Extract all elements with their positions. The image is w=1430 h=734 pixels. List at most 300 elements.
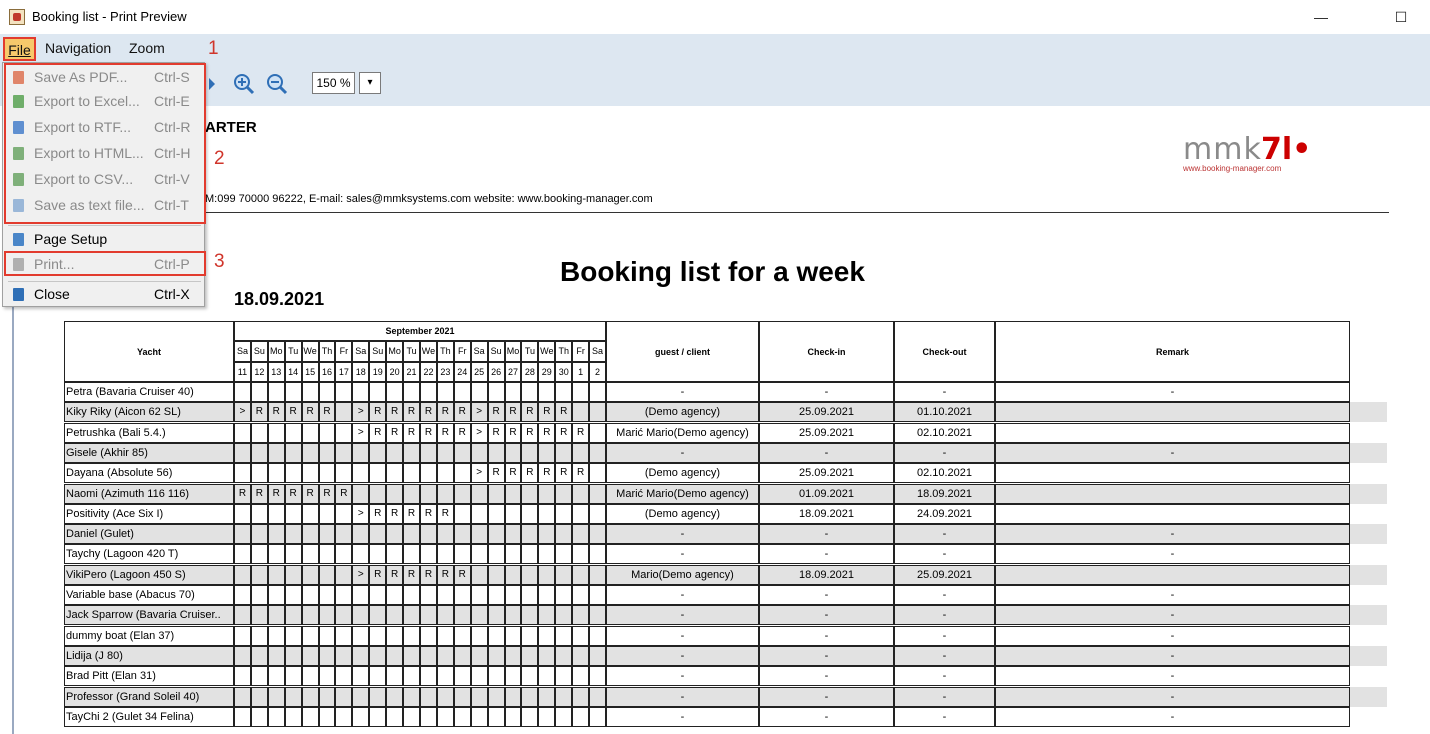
row-extension [1350,687,1387,707]
day-number-header: 11 [234,362,251,382]
day-cell [505,626,522,646]
day-cell [285,605,302,625]
checkout-cell: - [894,646,995,666]
day-number-header: 28 [521,362,538,382]
menu-item-shortcut: Ctrl-E [154,93,190,109]
day-cell: R [403,423,420,443]
day-cell [521,707,538,727]
row-extension [1350,626,1387,646]
day-cell [268,423,285,443]
day-cell [555,443,572,463]
day-cell: R [369,423,386,443]
day-cell [403,463,420,483]
day-cell [285,565,302,585]
day-cell [437,484,454,504]
day-cell [471,382,488,402]
day-cell [335,463,352,483]
table-row [64,687,1387,707]
day-cell [555,666,572,686]
menu-item-label: Export to RTF... [34,119,131,135]
day-cell [285,585,302,605]
row-extension [1350,484,1387,504]
day-cell [319,707,336,727]
yacht-header: Yacht [64,321,234,382]
day-cell: R [319,484,336,504]
checkin-cell: - [759,585,894,605]
day-cell [589,646,606,666]
day-cell: R [488,402,505,422]
day-cell [488,626,505,646]
day-cell [268,544,285,564]
day-cell [572,504,589,524]
checkout-cell: 25.09.2021 [894,565,995,585]
day-cell [572,707,589,727]
day-cell [285,524,302,544]
title-bar [0,0,1430,34]
day-cell [454,524,471,544]
day-cell [454,666,471,686]
day-cell: R [488,463,505,483]
zoom-menu[interactable]: Zoom [129,40,165,56]
day-cell [538,504,555,524]
day-cell [420,524,437,544]
day-cell [420,544,437,564]
day-cell [589,626,606,646]
day-cell [420,382,437,402]
guest-cell: Marić Mario(Demo agency) [606,484,759,504]
weekday-header: Sa [352,341,369,362]
day-cell [488,443,505,463]
day-cell [589,707,606,727]
day-cell [488,687,505,707]
day-cell: R [403,402,420,422]
checkin-cell: - [759,443,894,463]
day-cell [335,544,352,564]
day-cell [302,626,319,646]
day-cell [403,605,420,625]
day-cell [251,423,268,443]
file-menu-item[interactable] [4,227,203,252]
day-number-header: 20 [386,362,403,382]
day-cell [471,443,488,463]
day-cell [302,524,319,544]
day-cell [369,484,386,504]
weekday-header: We [302,341,319,362]
zoom-in-icon[interactable] [232,72,256,96]
day-cell [488,707,505,727]
row-extension [1350,605,1387,625]
day-cell [268,605,285,625]
menu-item-label: Page Setup [34,231,108,247]
day-number-header: 18 [352,362,369,382]
weekday-header: Su [251,341,268,362]
day-number-header: 12 [251,362,268,382]
weekday-header: Sa [589,341,606,362]
row-extension [1350,646,1387,666]
day-cell: R [302,402,319,422]
day-cell [335,585,352,605]
day-cell [234,585,251,605]
day-cell: R [454,423,471,443]
day-cell [538,484,555,504]
table-row [64,484,1387,504]
menu-item-shortcut: Ctrl-X [154,286,190,302]
day-cell [319,423,336,443]
day-cell [505,484,522,504]
checkout-cell: 02.10.2021 [894,463,995,483]
day-cell [285,666,302,686]
day-cell [285,544,302,564]
day-cell [437,707,454,727]
day-cell: R [572,463,589,483]
day-cell [251,646,268,666]
day-cell [302,544,319,564]
day-cell [403,585,420,605]
day-cell [302,666,319,686]
day-cell [335,626,352,646]
row-extension [1350,504,1387,524]
guest-cell: - [606,605,759,625]
day-cell: > [352,402,369,422]
day-cell [251,463,268,483]
day-cell: R [538,402,555,422]
remark-cell: - [995,585,1350,605]
yacht-cell: VikiPero (Lagoon 450 S) [64,565,234,585]
day-cell [369,382,386,402]
day-cell [403,626,420,646]
day-cell [302,585,319,605]
day-cell: R [386,402,403,422]
day-cell: R [386,423,403,443]
day-cell [319,443,336,463]
day-cell [319,504,336,524]
day-cell [572,605,589,625]
checkin-cell: 25.09.2021 [759,463,894,483]
day-cell [386,605,403,625]
day-cell [369,707,386,727]
menu-item-shortcut: Ctrl-S [154,69,190,85]
day-cell [555,544,572,564]
day-cell [555,605,572,625]
day-cell [302,687,319,707]
day-cell [420,443,437,463]
table-row [64,524,1387,544]
day-number-header: 2 [589,362,606,382]
day-cell [538,687,555,707]
day-cell [589,484,606,504]
day-cell [352,626,369,646]
yacht-cell: Lidija (J 80) [64,646,234,666]
day-cell [488,382,505,402]
remark-cell: - [995,443,1350,463]
day-cell [319,646,336,666]
checkin-cell: 01.09.2021 [759,484,894,504]
day-cell: > [352,565,369,585]
day-cell [268,687,285,707]
checkin-cell: 18.09.2021 [759,565,894,585]
day-cell [369,666,386,686]
day-cell [319,544,336,564]
day-cell: R [420,423,437,443]
day-cell: R [454,402,471,422]
checkout-cell: - [894,626,995,646]
remark-cell [995,484,1350,504]
table-row [64,423,1387,443]
page-setup-icon [13,233,24,246]
remark-cell: - [995,687,1350,707]
checkout-cell: - [894,443,995,463]
day-cell [505,707,522,727]
logo-tagline: www.booking-manager.com [1183,164,1282,173]
yacht-cell: Kiky Riky (Aicon 62 SL) [64,402,234,422]
guest-cell: Marić Mario(Demo agency) [606,423,759,443]
checkout-cell: 02.10.2021 [894,423,995,443]
checkout-cell: - [894,524,995,544]
day-cell: R [420,504,437,524]
day-cell [285,707,302,727]
day-cell: R [335,484,352,504]
day-cell [420,626,437,646]
table-row [64,382,1387,402]
checkin-cell: 25.09.2021 [759,402,894,422]
day-cell [251,565,268,585]
day-cell [589,666,606,686]
day-cell [352,544,369,564]
day-cell [437,626,454,646]
day-cell [505,605,522,625]
day-cell [335,382,352,402]
day-cell [589,443,606,463]
file-menu-item[interactable] [4,282,203,307]
day-number-header: 15 [302,362,319,382]
day-cell [335,646,352,666]
day-cell [437,382,454,402]
table-row [64,402,1387,422]
day-cell [403,707,420,727]
day-cell [538,524,555,544]
day-cell: R [369,504,386,524]
day-cell [319,565,336,585]
day-cell [555,524,572,544]
day-cell [268,443,285,463]
remark-cell [995,565,1350,585]
row-extension [1350,666,1387,686]
weekday-header: Th [437,341,454,362]
day-cell [572,565,589,585]
day-cell [352,484,369,504]
day-cell [572,646,589,666]
menu-item-label: Save as text file... [34,197,145,213]
day-cell [251,524,268,544]
day-cell: R [521,402,538,422]
day-cell [437,443,454,463]
day-cell [251,443,268,463]
yacht-cell: Dayana (Absolute 56) [64,463,234,483]
zoom-dropdown-arrow[interactable]: ▾ [359,72,381,94]
day-cell [589,565,606,585]
day-cell [471,687,488,707]
remark-header: Remark [995,321,1350,382]
minimize-button[interactable]: — [1314,9,1328,25]
day-cell [538,605,555,625]
day-cell [505,544,522,564]
next-page-icon[interactable] [203,72,227,96]
day-cell [302,423,319,443]
day-cell [369,687,386,707]
day-cell: R [437,565,454,585]
day-cell [251,382,268,402]
day-cell [386,524,403,544]
checkout-cell: - [894,605,995,625]
day-cell [538,565,555,585]
guest-cell: - [606,687,759,707]
day-cell [420,463,437,483]
day-cell [251,504,268,524]
day-cell [234,687,251,707]
checkout-cell: 24.09.2021 [894,504,995,524]
day-cell: R [538,423,555,443]
day-cell [555,504,572,524]
window-title: Booking list - Print Preview [32,9,187,24]
day-number-header: 13 [268,362,285,382]
day-cell [302,443,319,463]
day-cell: R [505,463,522,483]
day-cell [454,707,471,727]
day-cell [268,504,285,524]
day-number-header: 25 [471,362,488,382]
day-cell [335,524,352,544]
day-cell [302,504,319,524]
day-cell [454,687,471,707]
day-cell [454,463,471,483]
remark-cell: - [995,544,1350,564]
day-cell [555,707,572,727]
day-cell [437,605,454,625]
day-cell [234,544,251,564]
day-cell [386,463,403,483]
day-cell [335,504,352,524]
zoom-out-icon[interactable] [265,72,289,96]
day-cell [268,585,285,605]
day-cell [268,707,285,727]
day-cell [335,423,352,443]
day-cell [555,646,572,666]
day-cell [538,646,555,666]
weekday-header: Fr [572,341,589,362]
day-cell: R [420,565,437,585]
row-extension [1350,707,1387,727]
guest-cell: - [606,544,759,564]
day-cell [302,382,319,402]
day-cell [386,484,403,504]
file-menu[interactable]: File [3,37,36,61]
day-cell [572,585,589,605]
day-cell [454,484,471,504]
remark-cell: - [995,524,1350,544]
table-header [64,321,1387,382]
day-cell [420,585,437,605]
day-cell [251,585,268,605]
export-group-highlight [4,63,206,224]
yacht-cell: Petra (Bavaria Cruiser 40) [64,382,234,402]
day-cell [538,585,555,605]
day-cell [352,463,369,483]
guest-cell: - [606,443,759,463]
callout-2: 2 [214,148,225,169]
day-cell: R [437,423,454,443]
maximize-button[interactable]: ☐ [1394,9,1408,25]
day-cell [234,666,251,686]
row-extension [1350,463,1387,483]
checkin-cell: - [759,646,894,666]
day-cell [521,687,538,707]
day-cell [352,585,369,605]
table-row [64,463,1387,483]
day-cell: R [521,463,538,483]
yacht-cell: Daniel (Gulet) [64,524,234,544]
day-cell: R [302,484,319,504]
remark-cell: - [995,605,1350,625]
day-cell: R [251,402,268,422]
day-cell [285,626,302,646]
company-name: ARTER [205,119,257,136]
day-cell [471,504,488,524]
row-extension [1350,585,1387,605]
zoom-level-field[interactable]: 150 % [312,72,355,94]
day-cell [589,402,606,422]
day-cell [437,687,454,707]
menu-item-shortcut: Ctrl-P [154,256,190,272]
navigation-menu[interactable]: Navigation [45,40,112,56]
day-cell [505,565,522,585]
day-cell [302,707,319,727]
day-cell [505,504,522,524]
day-cell [589,504,606,524]
day-cell [251,666,268,686]
day-cell [521,585,538,605]
day-cell [352,524,369,544]
menu-item-label: Export to HTML... [34,145,144,161]
day-cell: R [538,463,555,483]
day-cell [454,646,471,666]
menu-item-label: Export to CSV... [34,171,134,187]
day-cell [319,524,336,544]
day-cell [352,687,369,707]
day-cell [369,585,386,605]
day-cell [369,646,386,666]
day-cell [471,484,488,504]
day-cell [285,423,302,443]
day-cell [454,626,471,646]
day-cell [335,443,352,463]
yacht-cell: Brad Pitt (Elan 31) [64,666,234,686]
print-item-highlight [4,251,206,276]
day-number-header: 30 [555,362,572,382]
day-cell [589,544,606,564]
day-cell [369,443,386,463]
guest-cell: (Demo agency) [606,463,759,483]
weekday-header: Mo [386,341,403,362]
guest-cell: (Demo agency) [606,402,759,422]
day-cell [572,382,589,402]
day-cell [505,585,522,605]
menu-separator [8,281,201,282]
day-cell [234,605,251,625]
day-cell [505,382,522,402]
day-cell [335,565,352,585]
menu-item-shortcut: Ctrl-V [154,171,190,187]
day-cell [505,666,522,686]
